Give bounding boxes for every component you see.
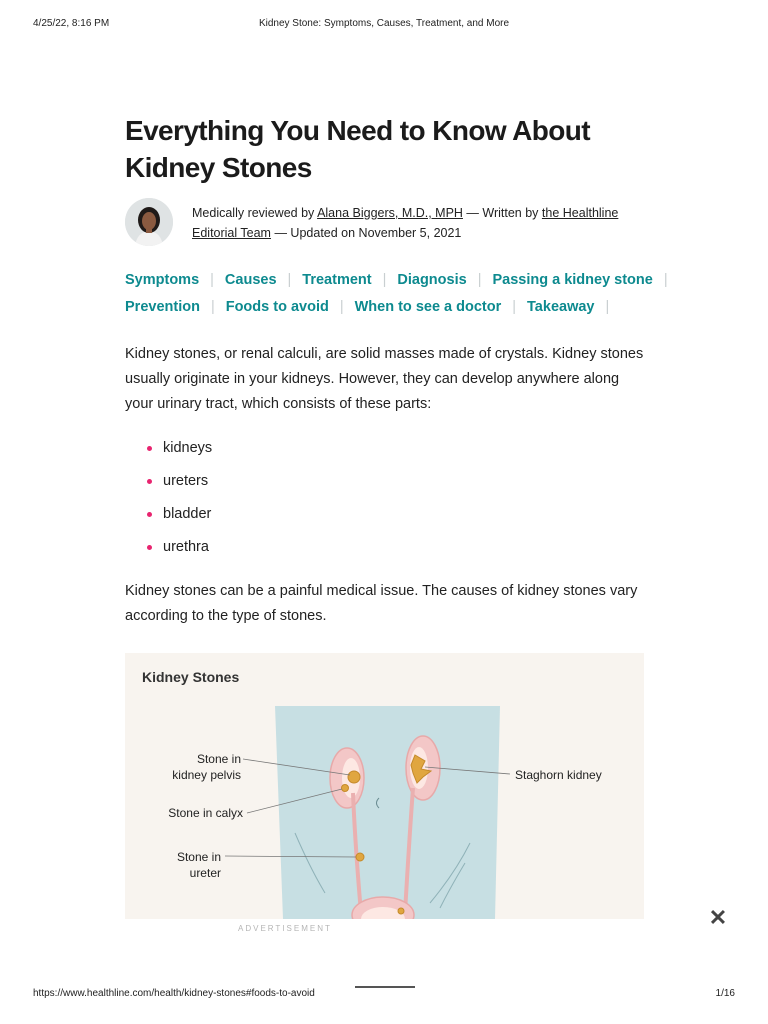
toc-separator: | (382, 272, 387, 288)
label-stone-in-ureter-line2: ureter (189, 866, 221, 880)
article (125, 112, 668, 880)
intro-paragraph: Kidney stones, or renal calculi, are solid masses made of crystals. Kidney stones usually originate in your kidneys. However, they can develop anywhere along your urinary tract, which consists of these parts: (125, 346, 644, 412)
figure-title: Kidney Stones (142, 669, 240, 685)
print-footer (33, 988, 735, 1002)
anatomy-drawing (125, 653, 644, 919)
toc-link-treatment[interactable]: Treatment (302, 272, 372, 288)
label-stone-in-kidney-pelvis-line2: kidney pelvis (172, 768, 241, 782)
toc-link-passing-kidney-stone[interactable]: Passing a kidney stone (492, 272, 653, 288)
advertisement-label: ADVERTISEMENT (238, 924, 332, 933)
toc-link-causes[interactable]: Causes (224, 272, 277, 288)
label-stone-in-kidney-pelvis-line1: Stone in (196, 752, 241, 766)
label-stone-in-calyx: Stone in calyx (168, 806, 243, 820)
table-of-contents (125, 267, 668, 321)
byline-text (192, 203, 642, 243)
toc-separator: | (287, 272, 292, 288)
list-item: urethra (147, 535, 212, 568)
list-item: bladder (147, 502, 212, 535)
toc-separator: | (339, 299, 344, 315)
toc-separator: | (512, 299, 517, 315)
toc-separator: | (210, 272, 214, 288)
toc-row (125, 267, 668, 294)
label-stone-in-ureter-line1: Stone in (176, 850, 221, 864)
print-page-number: 1/16 (715, 988, 735, 999)
toc-link-symptoms[interactable]: Symptoms (125, 272, 200, 288)
toc-link-diagnosis[interactable]: Diagnosis (397, 272, 467, 288)
kidney-stones-illustration (125, 653, 644, 919)
toc-link-takeaway[interactable]: Takeaway (527, 299, 595, 315)
close-ad-button[interactable]: ✕ (708, 905, 728, 930)
reviewer-avatar (125, 198, 173, 246)
print-datetime: 4/25/22, 8:16 PM (33, 18, 110, 29)
updated-date: — Updated on November 5, 2021 (270, 226, 462, 240)
causes-paragraph: Kidney stones can be a painful medical issue. The causes of kidney stones vary according to the type of stones. (125, 583, 638, 624)
reviewed-by-prefix: Medically reviewed by (192, 206, 318, 220)
print-url: https://www.healthline.com/health/kidney-stones#foods-to-avoid (33, 988, 315, 999)
toc-separator: | (605, 299, 610, 315)
print-page-title: Kidney Stone: Symptoms, Causes, Treatment, and More (258, 18, 510, 29)
toc-row (125, 294, 655, 321)
written-by-prefix: — Written by (462, 206, 542, 220)
toc-separator: | (663, 272, 668, 288)
toc-separator: | (210, 299, 215, 315)
list-item: ureters (147, 469, 212, 502)
list-item: kidneys (147, 436, 212, 469)
article-headline: Everything You Need to Know About Kidney Stones (125, 115, 591, 183)
author-link[interactable]: the Healthline Editorial Team (192, 206, 619, 240)
reviewer-link[interactable]: Alana Biggers, M.D., MPH (317, 206, 463, 220)
toc-link-prevention[interactable]: Prevention (125, 299, 200, 315)
print-header (33, 18, 735, 32)
urinary-tract-parts-list (147, 436, 212, 568)
label-staghorn-kidney: Staghorn kidney (515, 768, 602, 782)
toc-separator: | (477, 272, 482, 288)
toc-link-when-to-see-doctor[interactable]: When to see a doctor (354, 299, 502, 315)
toc-link-foods-to-avoid[interactable]: Foods to avoid (225, 299, 329, 315)
byline (125, 198, 645, 248)
